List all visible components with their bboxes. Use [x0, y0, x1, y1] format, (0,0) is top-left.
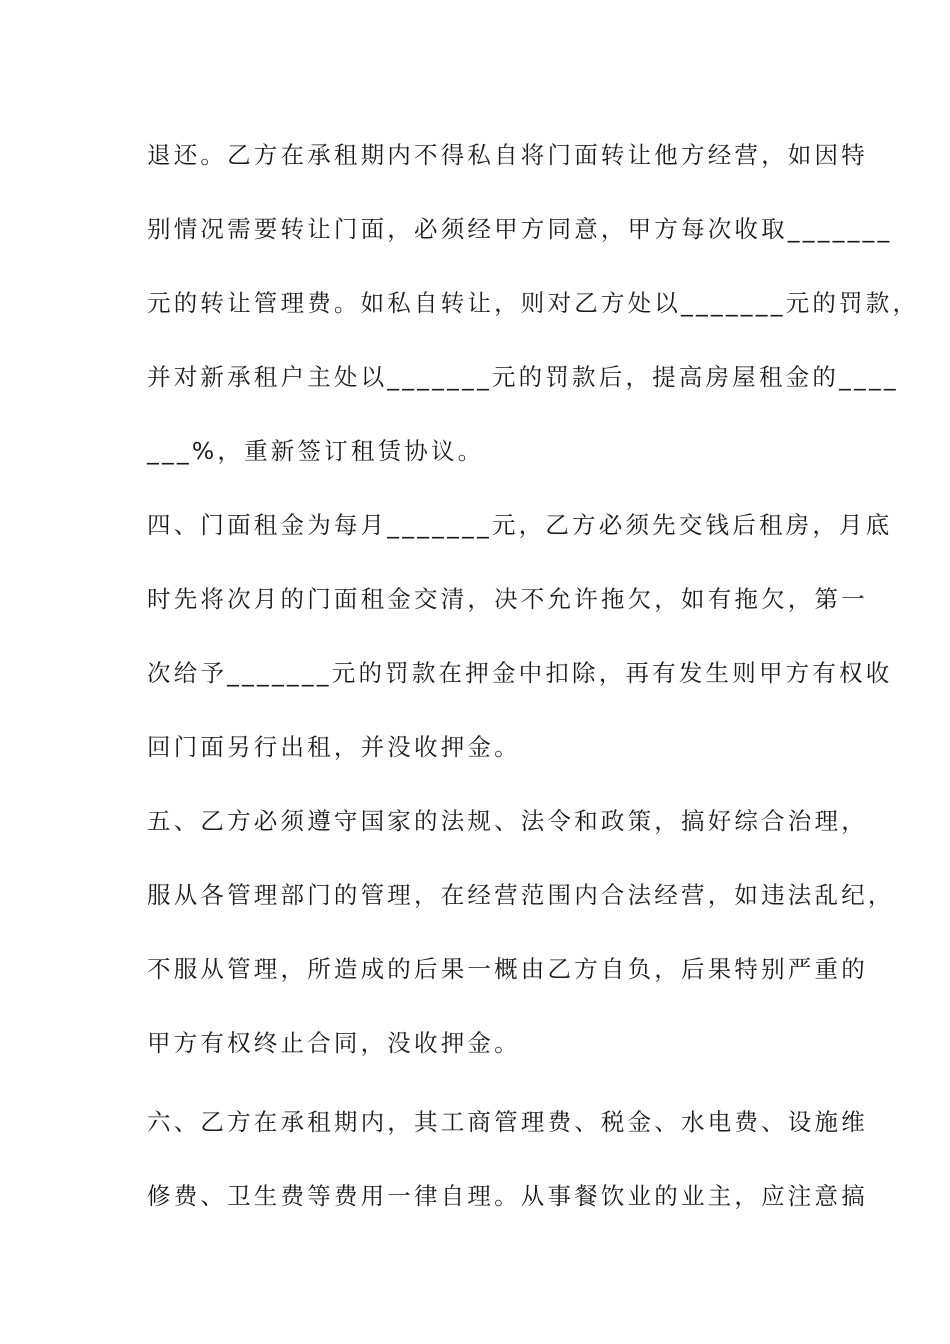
text-line: 次给予_______元的罚款在押金中扣除，再有发生则甲方有权收 [147, 659, 893, 687]
text-line: 回门面另行出租，并没收押金。 [147, 733, 521, 761]
text-line: 修费、卫生费等费用一律自理。从事餐饮业的业主，应注意搞 [147, 1182, 868, 1210]
text-line: 四、门面租金为每月_______元，乙方必须先交钱后租房，月底 [147, 511, 893, 539]
text-line: 退还。乙方在承租期内不得私自将门面转让他方经营，如因特 [147, 141, 868, 169]
text-line: 并对新承租户主处以_______元的罚款后，提高房屋租金的____ [147, 363, 899, 391]
text-line: 别情况需要转让门面，必须经甲方同意，甲方每次收取_______ [147, 215, 893, 243]
text-line: 六、乙方在承租期内，其工商管理费、税金、水电费、设施维 [147, 1108, 868, 1136]
text-line: 元的转让管理费。如私自转让，则对乙方处以_______元的罚款， [147, 289, 920, 317]
text-line: 甲方有权终止合同，没收押金。 [147, 1029, 521, 1057]
text-line: 不服从管理，所造成的后果一概由乙方自负，后果特别严重的 [147, 955, 868, 983]
text-line: ___%，重新签订租赁协议。 [147, 437, 485, 465]
text-line: 服从各管理部门的管理，在经营范围内合法经营，如违法乱纪， [147, 881, 895, 909]
text-line: 时先将次月的门面租金交清，决不允许拖欠，如有拖欠，第一 [147, 585, 868, 613]
text-line: 五、乙方必须遵守国家的法规、法令和政策，搞好综合治理， [147, 807, 868, 835]
